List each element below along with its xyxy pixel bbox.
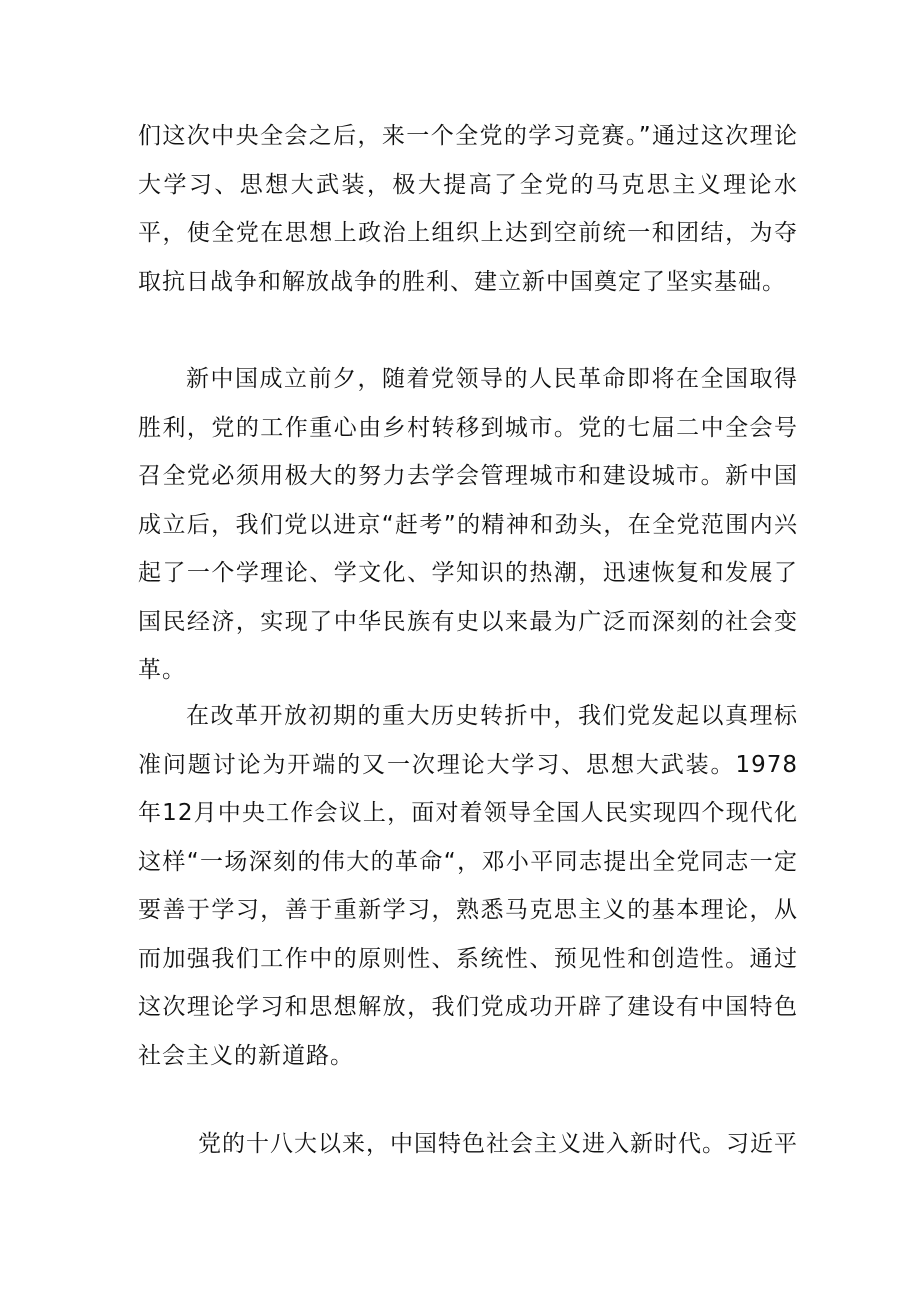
paragraph-4: 党的十八大以来，中国特色社会主义进入新时代。习近平 [198, 1131, 798, 1157]
paragraph-2: 新中国成立前夕，随着党领导的人民革命即将在全国取得胜利，党的工作重心由乡村转移到城市。党的七届二中全会号召全党必须用极大的努力去学会管理城市和建设城市。新中国成立后，我们党以进京“赶考”的精神和劲头，在全党范围内兴起了一个学理论、学文化、学知识的热潮，迅速恢复和发展了国民经济，实现了中华民族有史以来最为广泛而深刻的社会变革。 [138, 366, 798, 683]
paragraph-3: 在改革开放初期的重大历史转折中，我们党发起以真理标准问题讨论为开端的又一次理论大学习、思想大武装。1978年12月中央工作会议上，面对着领导全国人民实现四个现代化这样“一场深刻的伟大的革命“，邓小平同志提出全党同志一定要善于学习，善于重新学习，熟悉马克思主义的基本理论，从而加强我们工作中的原则性、系统性、预见性和创造性。通过这次理论学习和思想解放，我们党成功开辟了建设有中国特色社会主义的新道路。 [138, 703, 798, 1069]
paragraph-1: 们这次中央全会之后，来一个全党的学习竞赛。”通过这次理论大学习、思想大武装，极大提高了全党的马克思主义理论水平，使全党在思想上政治上组织上达到空前统一和团结，为夺取抗日战争和解放战争的胜利、建立新中国奠定了坚实基础。 [138, 123, 798, 295]
